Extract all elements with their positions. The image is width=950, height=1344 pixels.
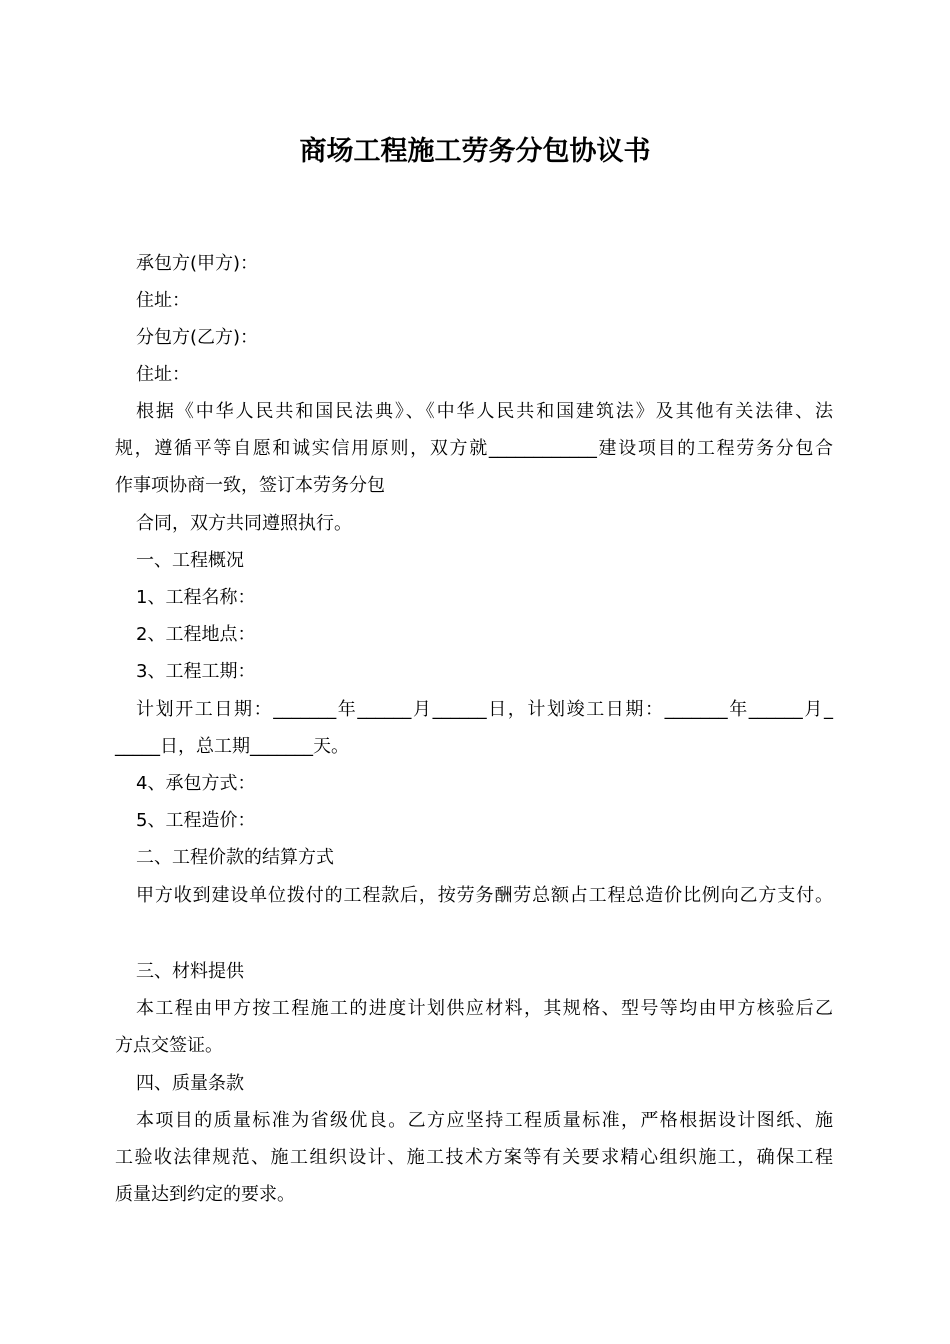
preamble-line-2: 规，遵循平等自愿和诚实信用原则，双方就____________建设项目的工程劳务分包合: [115, 438, 833, 459]
section-2-heading: 二、工程价款的结算方式: [136, 847, 334, 868]
section-3-heading: 三、材料提供: [136, 961, 244, 982]
section-1-heading: 一、工程概况: [136, 550, 244, 571]
section-2-text: 甲方收到建设单位拨付的工程款后，按劳务酬劳总额占工程总造价比例向乙方支付。: [136, 885, 833, 906]
preamble-line-4: 合同，双方共同遵照执行。: [136, 513, 352, 534]
project-location-label: 2、工程地点：: [136, 624, 256, 645]
party-b-label: 分包方(乙方)：: [136, 327, 259, 348]
contract-method-label: 4、承包方式：: [136, 773, 256, 794]
section-4-heading: 四、质量条款: [136, 1073, 244, 1094]
project-duration-label: 3、工程工期：: [136, 661, 256, 682]
project-cost-label: 5、工程造价：: [136, 810, 256, 831]
section-3-line-1: 本工程由甲方按工程施工的进度计划供应材料，其规格、型号等均由甲方核验后乙: [136, 998, 833, 1019]
section-4-line-3: 质量达到约定的要求。: [115, 1184, 295, 1205]
document-title: 商场工程施工劳务分包协议书: [299, 136, 651, 167]
schedule-line-2: _____日，总工期_______天。: [115, 736, 349, 757]
project-name-label: 1、工程名称：: [136, 587, 256, 608]
section-3-line-2: 方点交签证。: [115, 1035, 223, 1056]
preamble-line-3: 作事项协商一致，签订本劳务分包: [115, 475, 385, 496]
party-a-address-label: 住址：: [136, 290, 190, 311]
schedule-line-1: 计划开工日期：_______年______月______日，计划竣工日期：_______年______月_: [136, 699, 833, 720]
section-4-line-1: 本项目的质量标准为省级优良。乙方应坚持工程质量标准，严格根据设计图纸、施: [136, 1110, 833, 1131]
party-a-label: 承包方(甲方)：: [136, 253, 259, 274]
preamble-line-1: 根据《中华人民共和国民法典》、《中华人民共和国建筑法》及其他有关法律、法: [136, 401, 833, 422]
section-4-line-2: 工验收法律规范、施工组织设计、施工技术方案等有关要求精心组织施工，确保工程: [115, 1147, 833, 1168]
party-b-address-label: 住址：: [136, 364, 190, 385]
